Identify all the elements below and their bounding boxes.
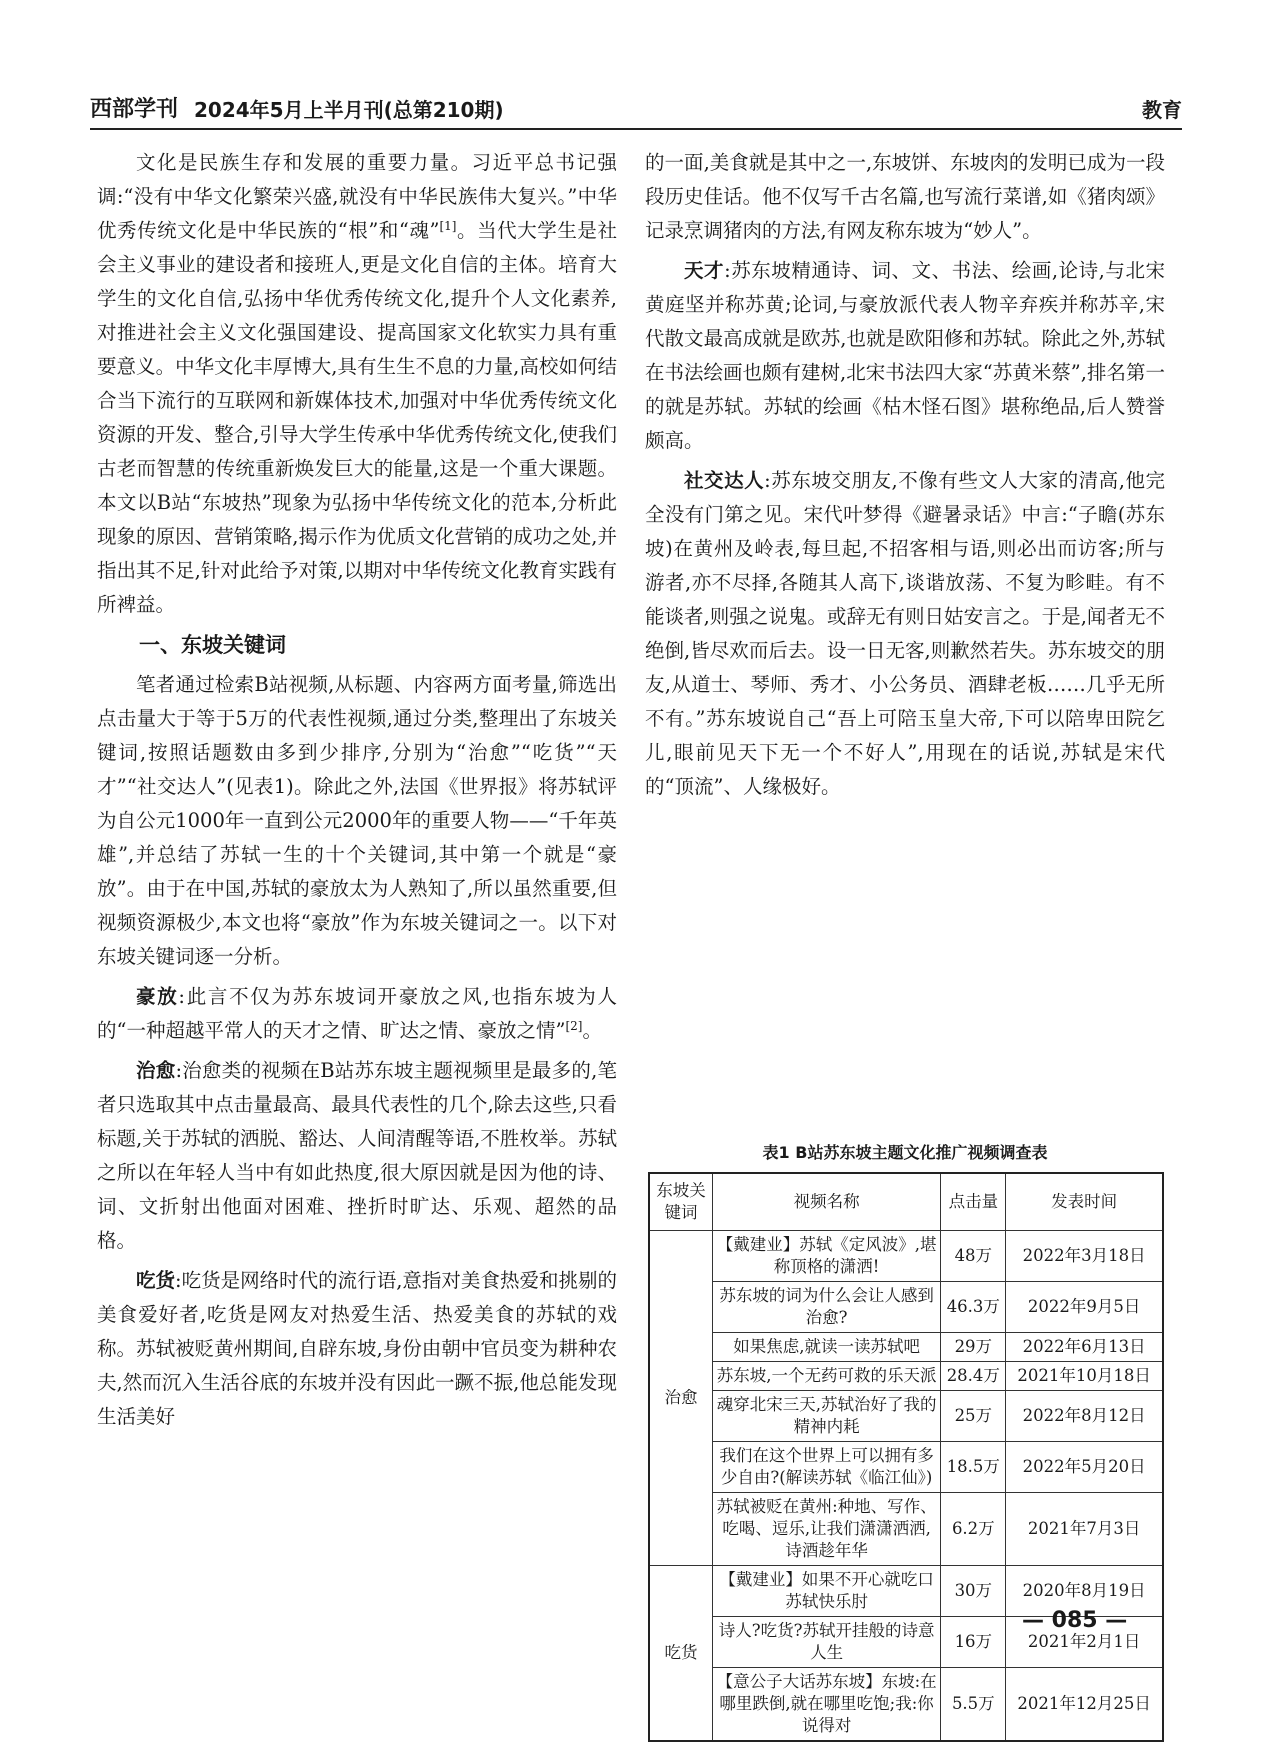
views-cell: 29万	[941, 1333, 1006, 1362]
date-cell: 2021年12月25日	[1006, 1668, 1163, 1742]
paragraph: 天才:苏东坡精通诗、词、文、书法、绘画,论诗,与北宋黄庭坚并称苏黄;论词,与豪放派代表人物辛弃疾并称苏辛,宋代散文最高成就是欧苏,也就是欧阳修和苏轼。除此之外,苏轼在书法绘画也颇有建树,北宋书法四大家“苏黄米蔡”,排名第一的就是苏轼。苏轼的绘画《枯木怪石图》堪称绝品,后人赞誉颇高。	[645, 259, 1165, 452]
table-row	[649, 1391, 1163, 1442]
table-row	[649, 1362, 1163, 1391]
views-cell: 6.2万	[941, 1493, 1006, 1566]
title-cell: 如果焦虑,就读一读苏轼吧	[712, 1333, 940, 1362]
paragraph: 笔者通过检索B站视频,从标题、内容两方面考量,筛选出点击量大于等于5万的代表性视频,通过分类,整理出了东坡关键词,按照话题数由多到少排序,分别为“治愈”“吃货”“天才”“社交达人”(见表1)。除此之外,法国《世界报》将苏轼评为自公元1000年一直到公元2000年的重要人物——“千年英雄”,并总结了苏轼一生的十个关键词,其中第一个就是“豪放”。由于在中国,苏轼的豪放太为人熟知了,所以虽然重要,但视频资源极少,本文也将“豪放”作为东坡关键词之一。以下对东坡关键词逐一分析。	[97, 673, 617, 968]
survey-table	[648, 1172, 1164, 1742]
paragraph: 治愈:治愈类的视频在B站苏东坡主题视频里是最多的,笔者只选取其中点击量最高、最具代表性的几个,除去这些,只看标题,关于苏轼的洒脱、豁达、人间清醒等语,不胜枚举。苏轼之所以在年轻人当中有如此热度,很大原因就是因为他的诗、词、文折射出他面对困难、挫折时旷达、乐观、超然的品格。	[97, 1059, 617, 1252]
table-row	[649, 1493, 1163, 1566]
keyword-cell: 吃货	[649, 1566, 712, 1742]
date-cell: 2022年3月18日	[1006, 1231, 1163, 1282]
views-cell: 25万	[941, 1391, 1006, 1442]
table-row	[649, 1282, 1163, 1333]
right-column	[645, 146, 1165, 810]
views-cell: 28.4万	[941, 1362, 1006, 1391]
left-column	[97, 146, 617, 1440]
date-cell: 2021年10月18日	[1006, 1362, 1163, 1391]
keyword-label: 天才	[684, 259, 725, 282]
table-header-row	[649, 1173, 1163, 1231]
citation: [1]	[439, 219, 457, 233]
page-number: — 085 —	[1022, 1608, 1128, 1633]
page-header	[90, 90, 1182, 130]
keyword-label: 吃货	[136, 1269, 176, 1292]
paragraph: 社交达人:苏东坡交朋友,不像有些文人大家的清高,他完全没有门第之见。宋代叶梦得《避暑录话》中言:“子瞻(苏东坡)在黄州及岭表,每旦起,不招客相与语,则必出而访客;所与游者,亦不尽择,各随其人高下,谈谐放荡、不复为畛畦。有不能谈者,则强之说鬼。或辞无有则日姑安言之。于是,闻者无不绝倒,皆尽欢而后去。设一日无客,则歉然若失。苏东坡交的朋友,从道士、琴师、秀才、小公务员、酒肆老板……几乎无所不有。”苏东坡说自己“吾上可陪玉皇大帝,下可以陪卑田院乞儿,眼前见天下无一个不好人”,用现在的话说,苏轼是宋代的“顶流”、人缘极好。	[645, 469, 1165, 798]
header-title: 视频名称	[712, 1173, 940, 1231]
views-cell: 5.5万	[941, 1668, 1006, 1742]
views-cell: 48万	[941, 1231, 1006, 1282]
journal-name: 西部学刊	[90, 97, 179, 122]
table-caption: 表1 B站苏东坡主题文化推广视频调查表	[762, 1143, 1048, 1162]
date-cell: 2022年6月13日	[1006, 1333, 1163, 1362]
section-name: 教育	[1142, 98, 1182, 122]
date-cell: 2022年5月20日	[1006, 1442, 1163, 1493]
header-views: 点击量	[941, 1173, 1006, 1231]
views-cell: 46.3万	[941, 1282, 1006, 1333]
issue-info: 2024年5月上半月刊(总第210期)	[194, 98, 504, 122]
keyword-cell: 治愈	[649, 1231, 712, 1566]
keyword-label: 豪放	[136, 985, 179, 1008]
paragraph: 豪放:此言不仅为苏东坡词开豪放之风,也指东坡为人的“一种超越平常人的天才之情、旷达之情、豪放之情”[2]。	[97, 985, 617, 1042]
table-row	[649, 1231, 1163, 1282]
table-row	[649, 1668, 1163, 1742]
title-cell: 【意公子大话苏东坡】东坡:在哪里跌倒,就在哪里吃饱;我:你说得对	[712, 1668, 940, 1742]
section-heading: 一、东坡关键词	[139, 633, 286, 657]
views-cell: 18.5万	[941, 1442, 1006, 1493]
table-row	[649, 1442, 1163, 1493]
paragraph: 吃货:吃货是网络时代的流行语,意指对美食热爱和挑剔的美食爱好者,吃货是网友对热爱生活、热爱美食的苏轼的戏称。苏轼被贬黄州期间,自辟东坡,身份由朝中官员变为耕种农夫,然而沉入生活谷底的东坡并没有因此一蹶不振,他总能发现生活美好	[97, 1269, 617, 1428]
citation: [2]	[565, 1019, 583, 1033]
title-cell: 【戴建业】如果不开心就吃口苏轼快乐肘	[712, 1566, 940, 1617]
views-cell: 30万	[941, 1566, 1006, 1617]
date-cell: 2022年8月12日	[1006, 1391, 1163, 1442]
header-date: 发表时间	[1006, 1173, 1163, 1231]
date-cell: 2021年2月1日	[1006, 1617, 1163, 1668]
date-cell: 2022年9月5日	[1006, 1282, 1163, 1333]
date-cell: 2021年7月3日	[1006, 1493, 1163, 1566]
keyword-label: 治愈	[136, 1059, 176, 1082]
title-cell: 苏轼被贬在黄州:种地、写作、吃喝、逗乐,让我们潇潇洒洒,诗酒趁年华	[712, 1493, 940, 1566]
title-cell: 诗人?吃货?苏轼开挂般的诗意人生	[712, 1617, 940, 1668]
title-cell: 【戴建业】苏轼《定风波》,堪称顶格的潇洒!	[712, 1231, 940, 1282]
title-cell: 我们在这个世界上可以拥有多少自由?(解读苏轼《临江仙》)	[712, 1442, 940, 1493]
title-cell: 苏东坡的词为什么会让人感到治愈?	[712, 1282, 940, 1333]
paragraph: 的一面,美食就是其中之一,东坡饼、东坡肉的发明已成为一段段历史佳话。他不仅写千古名篇,也写流行菜谱,如《猪肉颂》记录烹调猪肉的方法,有网友称东坡为“妙人”。	[645, 151, 1165, 242]
paragraph: 文化是民族生存和发展的重要力量。习近平总书记强调:“没有中华文化繁荣兴盛,就没有中华民族伟大复兴。”中华优秀传统文化是中华民族的“根”和“魂”[1]。当代大学生是社会主义事业的建设者和接班人,更是文化自信的主体。培育大学生的文化自信,弘扬中华优秀传统文化,提升个人文化素养,对推进社会主义文化强国建设、提高国家文化软实力具有重要意义。中华文化丰厚博大,具有生生不息的力量,高校如何结合当下流行的互联网和新媒体技术,加强对中华优秀传统文化资源的开发、整合,引导大学生传承中华优秀传统文化,使我们古老而智慧的传统重新焕发巨大的能量,这是一个重大课题。本文以B站“东坡热”现象为弘扬中华传统文化的范本,分析此现象的原因、营销策略,揭示作为优质文化营销的成功之处,并指出其不足,针对此给予对策,以期对中华传统文化教育实践有所裨益。	[97, 151, 617, 616]
title-cell: 魂穿北宋三天,苏轼治好了我的精神内耗	[712, 1391, 940, 1442]
views-cell: 16万	[941, 1617, 1006, 1668]
header-keyword: 东坡关键词	[649, 1173, 712, 1231]
keyword-label: 社交达人	[684, 469, 765, 492]
date-cell: 2020年8月19日	[1006, 1566, 1163, 1617]
title-cell: 苏东坡,一个无药可救的乐天派	[712, 1362, 940, 1391]
table-row	[649, 1333, 1163, 1362]
